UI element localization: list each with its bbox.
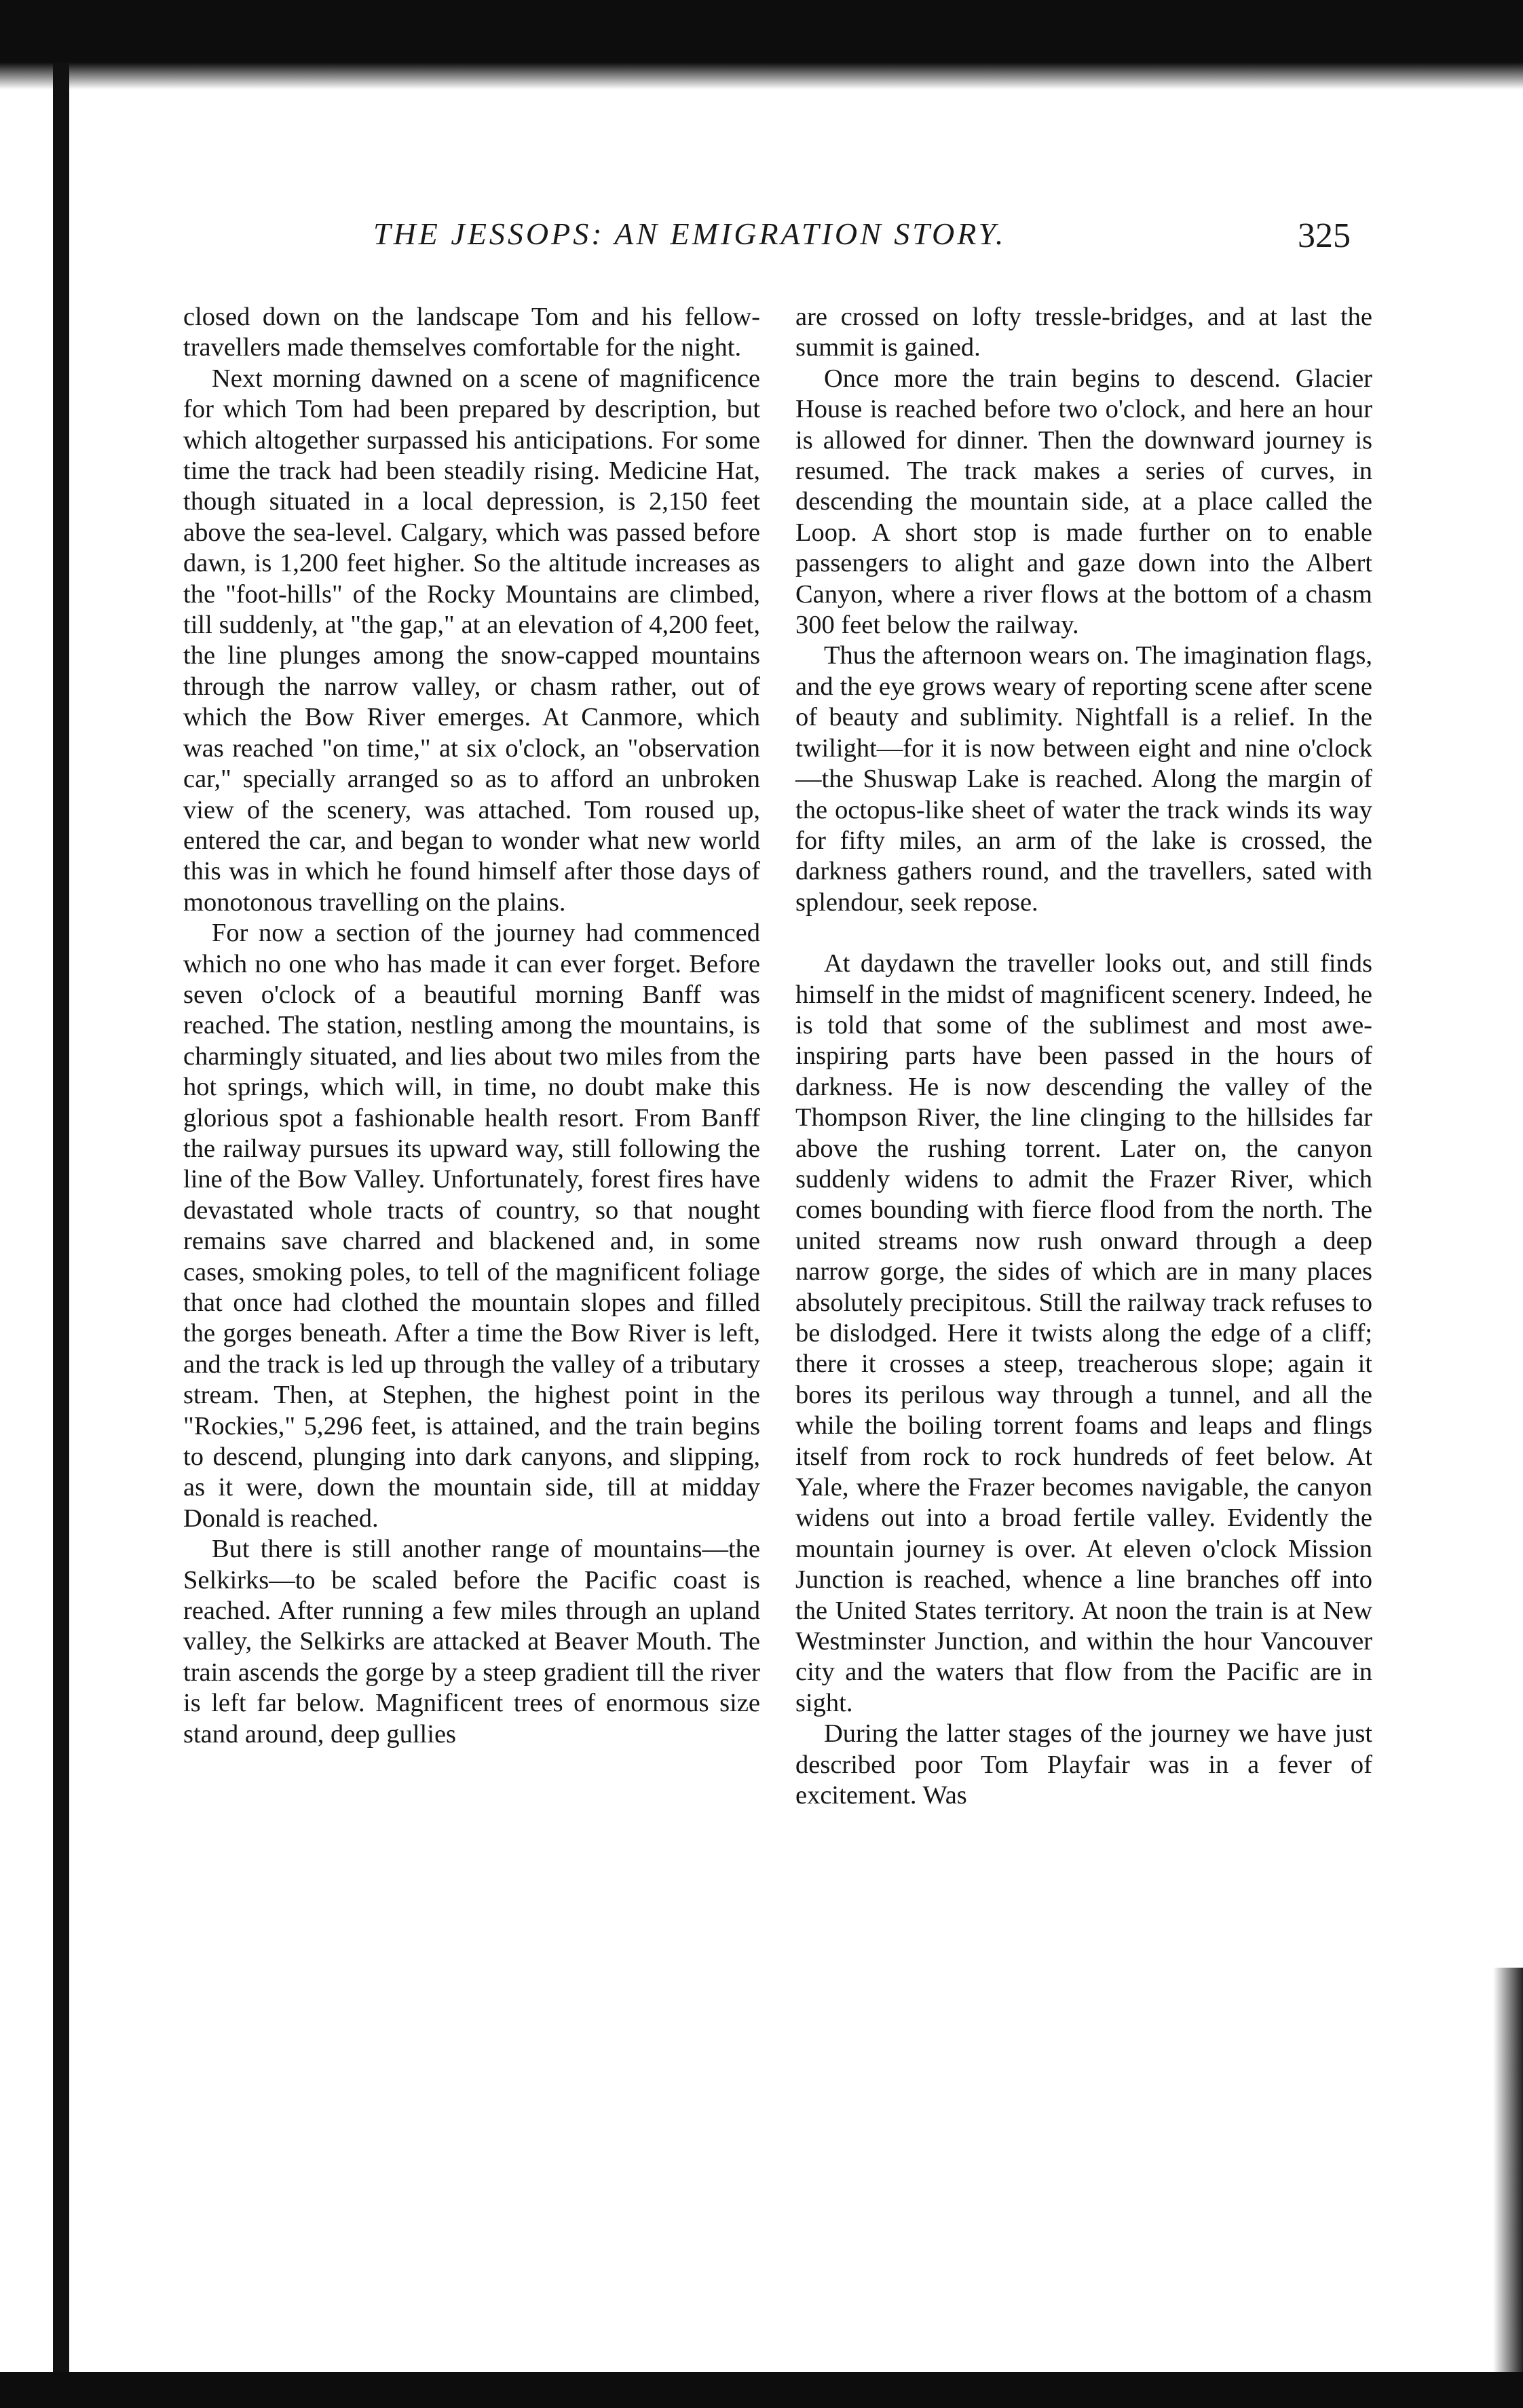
page-header (170, 216, 1351, 263)
paragraph: are crossed on lofty tressle-bridges, and at last the summit is gained. (795, 303, 1372, 362)
right-column (795, 302, 1372, 1812)
left-binding-edge (53, 62, 69, 2372)
paragraph: At daydawn the traveller looks out, and still finds himself in the midst of magnificent scenery. Indeed, he is told that some of the sublimest and most awe-inspiring parts have been passed in the hours of darkness. He is now descending the valley of the Thompson River, the line clinging to the hillsides far above the rushing torrent. Later on, the canyon suddenly widens to admit the Frazer River, which comes bounding with fierce flood from the north. The united streams now rush onward through a deep narrow gorge, the sides of which are in many places absolutely precipitous. Still the railway track refuses to be dislodged. Here it twists along the edge of a cliff; there it crosses a steep, treacherous slope; again it bores its perilous way through a tunnel, and all the while the boiling torrent foams and leaps and flings itself from rock to rock hundreds of feet below. At Yale, where the Frazer becomes navigable, the canyon widens out into a broad fertile valley. Evidently the mountain journey is over. At eleven o'clock Mission Junction is reached, whence a line branches off into the United States territory. At noon the train is at New Westminster Junction, and within the hour Vancouver city and the waters that flow from the Pacific are in sight. (795, 949, 1372, 1717)
top-scan-shadow (0, 62, 1523, 90)
paragraph: But there is still another range of mountains—the Selkirks—to be scaled before the Pacific coast is reached. After running a few miles through an upland valley, the Selkirks are attacked at Beaver Mouth. The train ascends the gorge by a steep gradient till the river is left far below. Magnificent trees of enormous size stand around, deep gullies (183, 1535, 760, 1748)
right-page-shadow (1493, 1968, 1523, 2372)
page-number: 325 (1298, 216, 1351, 255)
paragraph: Once more the train begins to descend. Glacier House is reached before two o'clock, and here an hour is allowed for dinner. Then the downward journey is resumed. The track makes a series of curves, in descending the mountain side, at a place called the Loop. A short stop is made further on to enable passengers to alight and gaze down into the Albert Canyon, where a river flows at the bottom of a chasm 300 feet below the railway. (795, 364, 1372, 640)
top-scan-border (0, 0, 1523, 62)
paragraph: Next morning dawned on a scene of magnificence for which Tom had been prepared by description, but which altogether surpassed his anticipations. For some time the track had been steadily rising. Medicine Hat, though situated in a local depression, is 2,150 feet above the sea-level. Calgary, which was passed before dawn, is 1,200 feet higher. So the altitude increases as the "foot-hills" of the Rocky Mountains are climbed, till suddenly, at "the gap," at an elevation of 4,200 feet, the line plunges among the snow-capped mountains through the narrow valley, or chasm rather, out of which the Bow River emerges. At Canmore, which was reached "on time," at six o'clock, an "observation car," specially arranged so as to afford an unbroken view of the scenery, was attached. Tom roused up, entered the car, and began to wonder what new world this was in which he found himself after those days of monotonous travelling on the plains. (183, 364, 760, 917)
paragraph: Thus the afternoon wears on. The imagination flags, and the eye grows weary of reporting scene after scene of beauty and sublimity. Nightfall is a relief. In the twilight—for it is now between eight and nine o'clock—the Shuswap Lake is reached. Along the margin of the octopus-like sheet of water the track winds its way for fifty miles, an arm of the lake is crossed, the darkness gathers round, and the travellers, sated with splendour, seek repose. (795, 641, 1372, 917)
section-break (795, 918, 1372, 949)
paragraph: For now a section of the journey had commenced which no one who has made it can ever forget. Before seven o'clock of a beautiful morning Banff was reached. The station, nestling among the mountains, is charmingly situated, and lies about two miles from the hot springs, which will, in time, no doubt make this glorious spot a fashionable health resort. From Banff the railway pursues its upward way, still following the line of the Bow Valley. Unfortunately, forest fires have devastated whole tracts of country, so that nought remains save charred and blackened and, in some cases, smoking poles, to tell of the magnificent foliage that once had clothed the mountain slopes and filled the gorges beneath. After a time the Bow River is left, and the track is led up through the valley of a tributary stream. Then, at Stephen, the highest point in the "Rockies," 5,296 feet, is attained, and the train begins to descend, plunging into dark canyons, and slipping, as it were, down the mountain side, till at midday Donald is reached. (183, 919, 760, 1533)
running-title: THE JESSOPS: AN EMIGRATION STORY. (373, 216, 1007, 251)
paragraph: closed down on the landscape Tom and his fellow-travellers made themselves comfortable for the night. (183, 303, 760, 362)
left-column (183, 302, 760, 1750)
paragraph: During the latter stages of the journey we have just described poor Tom Playfair was in a fever of excitement. Was (795, 1719, 1372, 1810)
bottom-scan-border (0, 2372, 1523, 2408)
